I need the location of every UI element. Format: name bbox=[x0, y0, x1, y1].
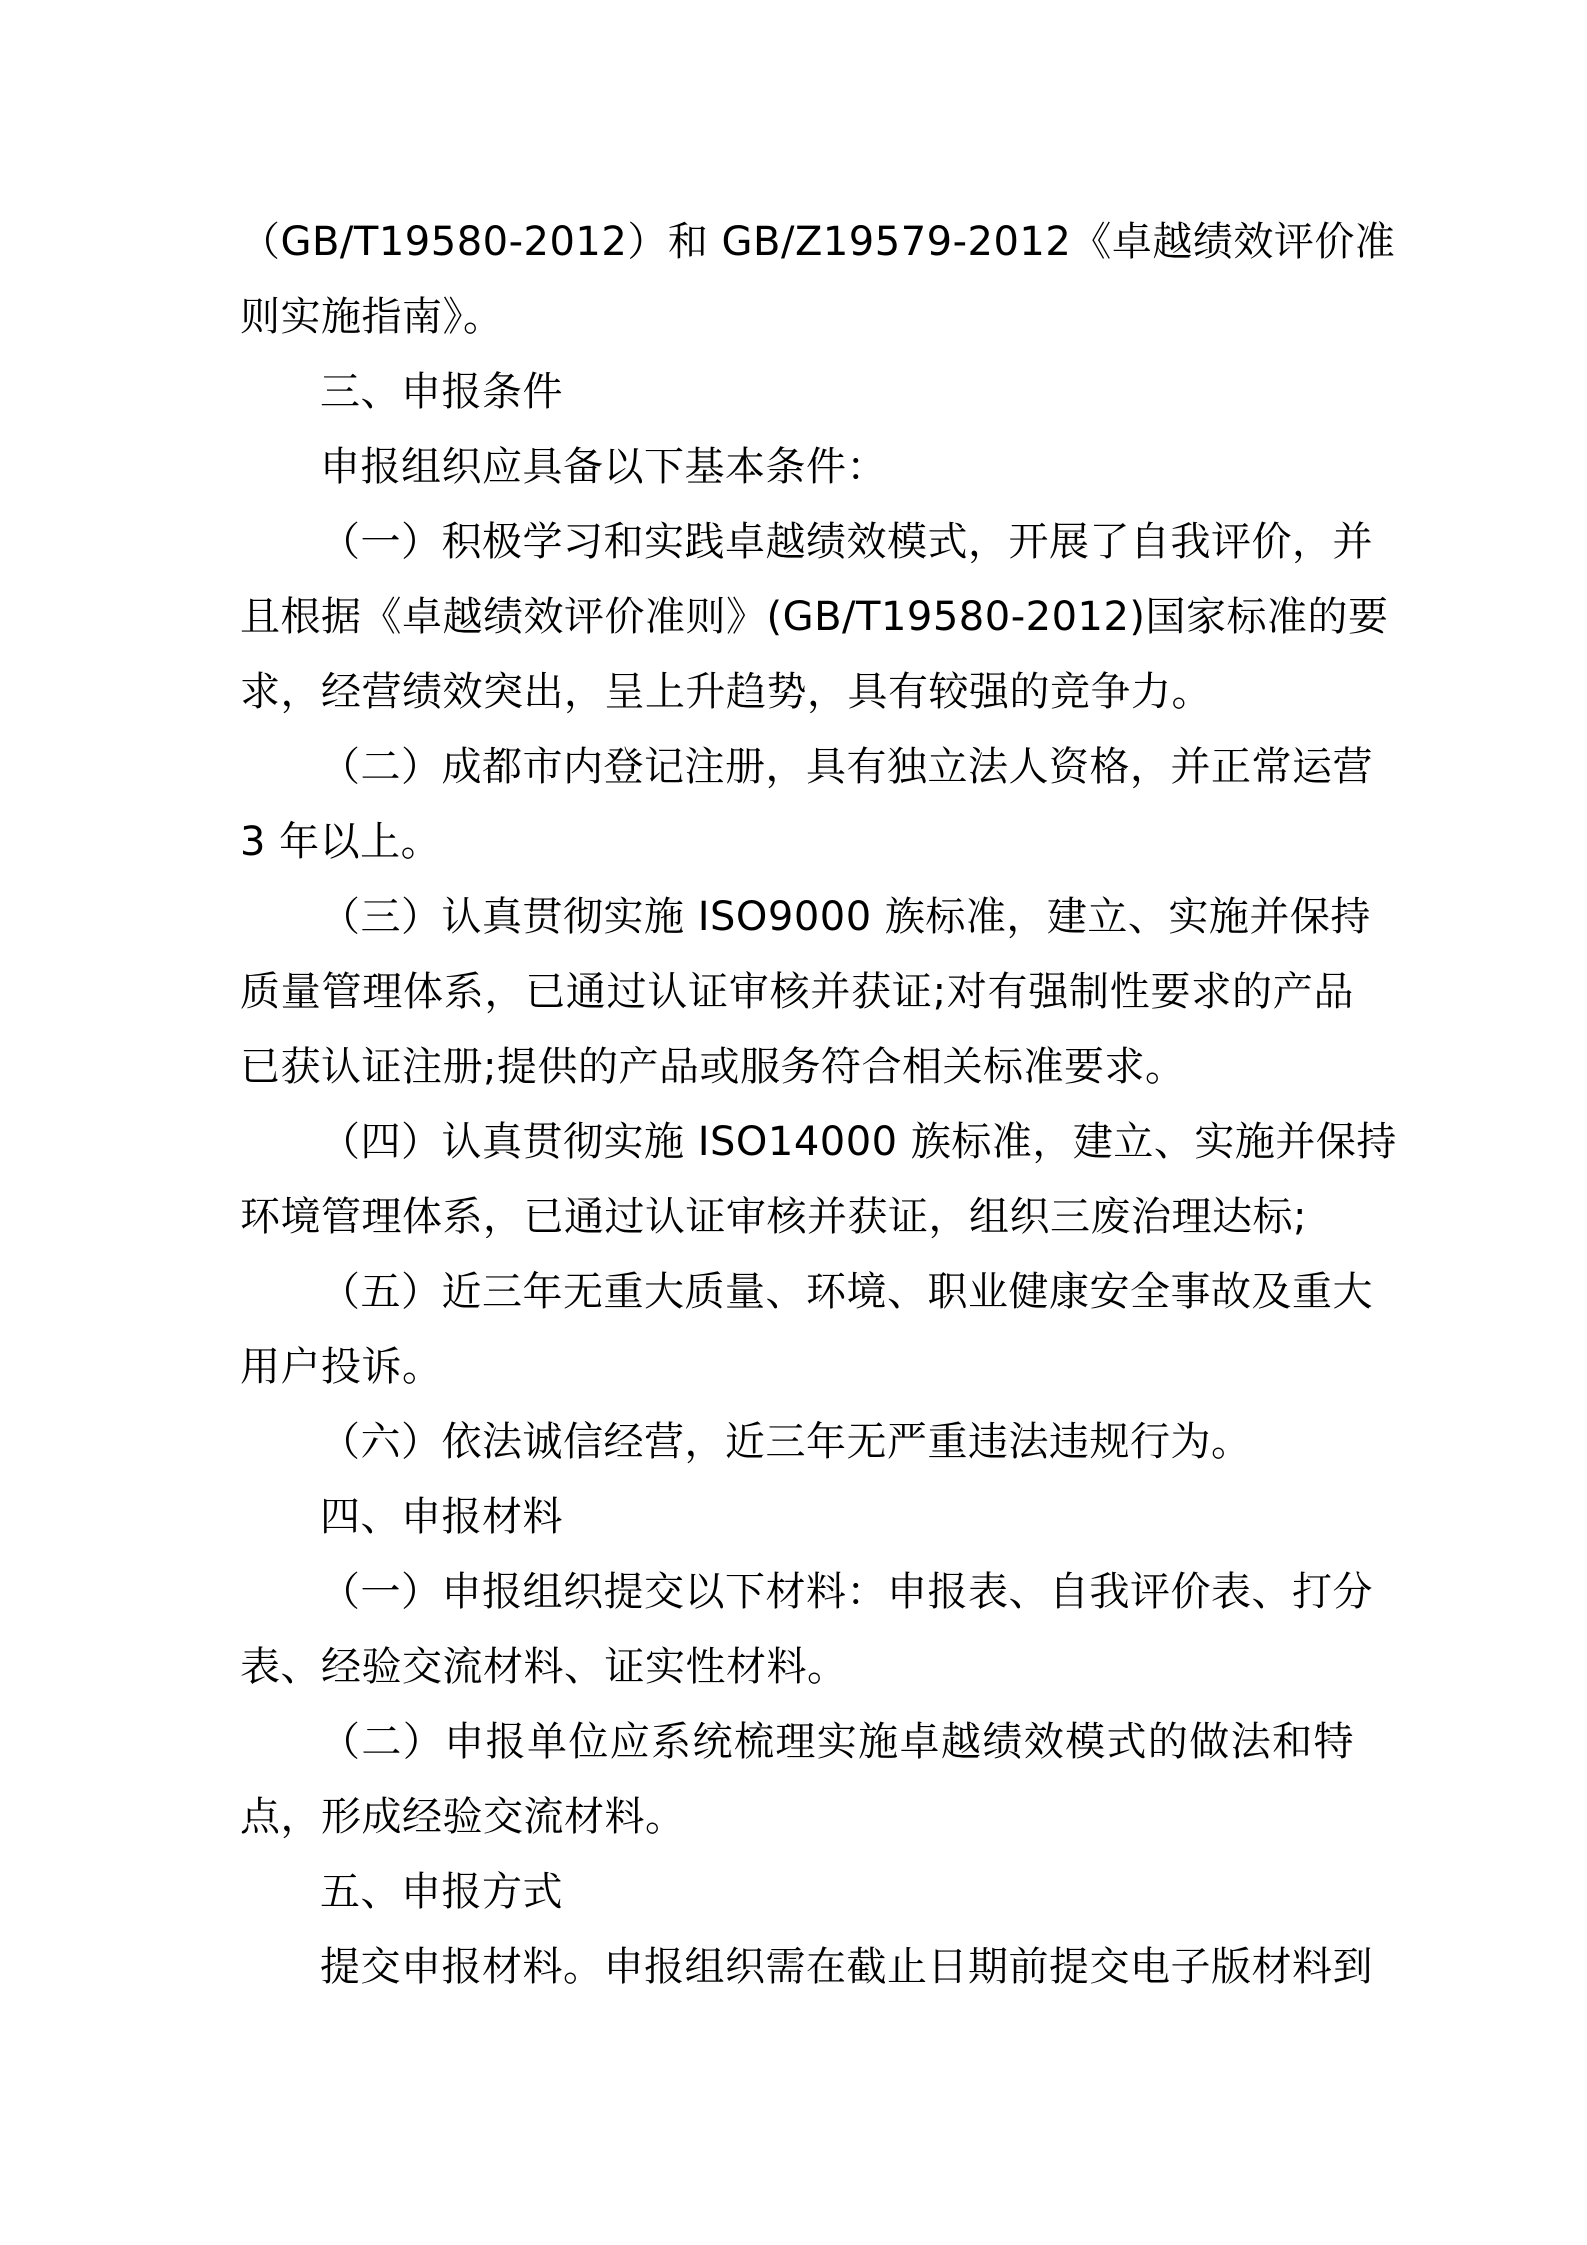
text-line: 质量管理体系，已通过认证审核并获证;对有强制性要求的产品 bbox=[240, 969, 1354, 1015]
text-line: 三、申报条件 bbox=[320, 369, 563, 415]
text-line: 已获认证注册;提供的产品或服务符合相关标准要求。 bbox=[240, 1044, 1186, 1090]
text-line: 四、申报材料 bbox=[320, 1494, 563, 1540]
text-line: 提交申报材料。申报组织需在截止日期前提交电子版材料到 bbox=[320, 1944, 1373, 1990]
text-line: （三）认真贯彻实施 ISO9000 族标准，建立、实施并保持 bbox=[320, 894, 1371, 940]
text-line: 则实施指南》。 bbox=[240, 294, 504, 340]
text-line: 五、申报方式 bbox=[320, 1869, 563, 1915]
text-line: （二）申报单位应系统梳理实施卓越绩效模式的做法和特 bbox=[320, 1719, 1354, 1765]
text-line: （二）成都市内登记注册，具有独立法人资格，并正常运营 bbox=[320, 744, 1373, 790]
text-line: 且根据《卓越绩效评价准则》(GB/T19580-2012)国家标准的要 bbox=[240, 594, 1389, 640]
text-line: （五）近三年无重大质量、环境、职业健康安全事故及重大 bbox=[320, 1269, 1373, 1315]
text-line: 用户投诉。 bbox=[240, 1344, 443, 1390]
text-line: （六）依法诚信经营，近三年无严重违法违规行为。 bbox=[320, 1419, 1252, 1465]
text-line: （一）申报组织提交以下材料：申报表、自我评价表、打分 bbox=[320, 1569, 1373, 1615]
text-line: （GB/T19580-2012）和 GB/Z19579-2012《卓越绩效评价准 bbox=[240, 219, 1396, 265]
text-line: 点，形成经验交流材料。 bbox=[240, 1794, 686, 1840]
text-line: 表、经验交流材料、证实性材料。 bbox=[240, 1644, 848, 1690]
text-line: 申报组织应具备以下基本条件： bbox=[320, 444, 887, 490]
text-line: 3 年以上。 bbox=[240, 819, 442, 865]
text-line: 环境管理体系，已通过认证审核并获证，组织三废治理达标; bbox=[240, 1194, 1307, 1240]
text-line: （四）认真贯彻实施 ISO14000 族标准，建立、实施并保持 bbox=[320, 1119, 1397, 1165]
text-line: （一）积极学习和实践卓越绩效模式，开展了自我评价，并 bbox=[320, 519, 1373, 565]
document-body bbox=[240, 205, 1397, 2005]
text-line: 求，经营绩效突出，呈上升趋势，具有较强的竞争力。 bbox=[240, 669, 1212, 715]
